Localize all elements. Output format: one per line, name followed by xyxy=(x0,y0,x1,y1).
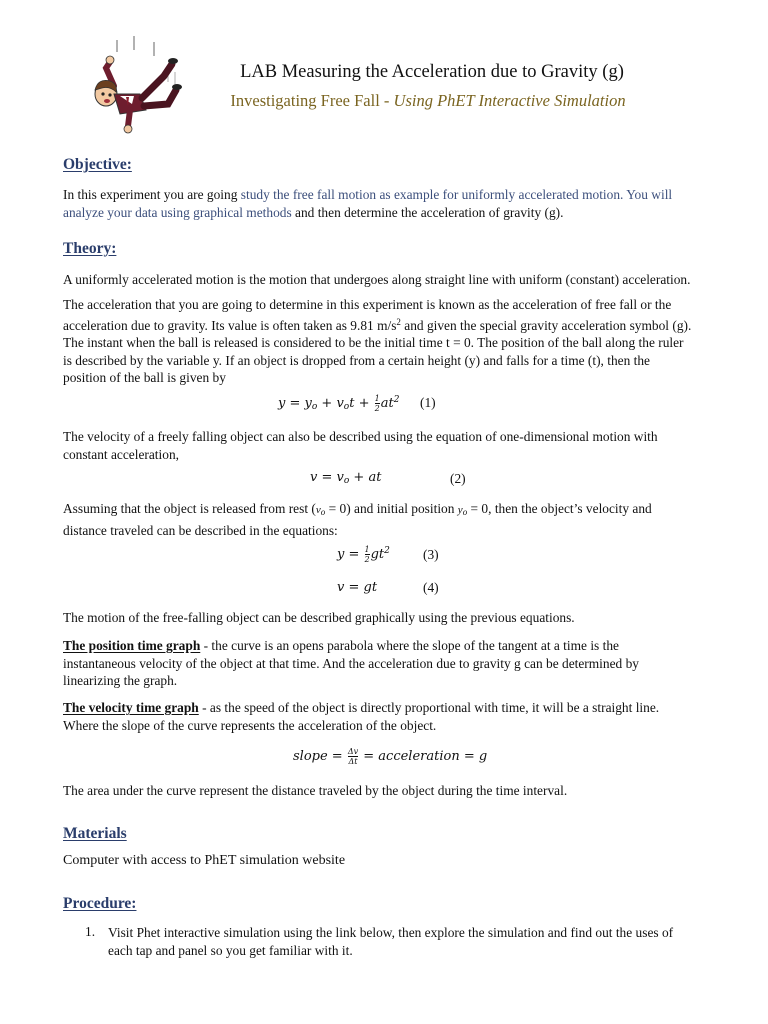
equation-4-number: (4) xyxy=(423,580,439,595)
materials-heading: Materials xyxy=(63,825,127,842)
equation-3-number: (3) xyxy=(423,547,439,562)
slope-equation xyxy=(293,747,487,766)
objective-line-2 xyxy=(63,204,713,222)
slope-word: slope = xyxy=(293,749,343,764)
theory-p2-line-5: position of the ball is given by xyxy=(63,370,226,385)
theory-heading: Theory: xyxy=(63,240,117,257)
subtitle-italic: Using PhET Interactive Simulation xyxy=(393,91,626,110)
position-text-1: - the curve is an opens parabola where the slope of the tangent at a time is the xyxy=(200,638,619,653)
document-title: LAB Measuring the Acceleration due to Gravity (g) xyxy=(240,62,624,82)
procedure-item-1 xyxy=(108,924,718,959)
theory-p4-text-c: = 0, then the object’s velocity and xyxy=(467,501,652,516)
equation-2: $v = v_o$ + at xyxy=(310,470,382,486)
theory-p2-line-1: The acceleration that you are going to determine in this experiment is known as the acceleration of free fall or the xyxy=(63,297,672,312)
theory-p4-line-1: Assuming that the object is released from rest $(v_o = 0)$ and initial position $y_o = 0$, then the object’s velocity and xyxy=(63,501,652,517)
slope-equals: = acceleration = g xyxy=(363,749,488,764)
procedure-heading: Procedure: xyxy=(63,895,137,912)
procedure-item-1-line-1: Visit Phet interactive simulation using the link below, then explore the simulation and find out the uses of xyxy=(108,925,674,940)
subtitle-plain: Investigating Free Fall - xyxy=(230,91,394,110)
velocity-line-2: Where the slope of the curve represents the acceleration of the object. xyxy=(63,717,437,733)
velocity-time-graph-paragraph xyxy=(63,699,713,734)
falling-man-icon xyxy=(84,34,188,142)
velocity-line-1 xyxy=(63,699,713,717)
velocity-text-1: - as the speed of the object is directly proportional with time, it will be a straight line. xyxy=(198,700,660,715)
equation-3: y = $\frac{1}{2}$ $gt^2$ xyxy=(337,545,390,564)
theory-paragraph-6: The area under the curve represent the distance traveled by the object during the time interval. xyxy=(63,783,568,798)
equation-4: v = gt xyxy=(337,580,378,595)
position-line-1 xyxy=(63,637,713,655)
position-time-graph-label: The position time graph xyxy=(63,638,201,653)
procedure-item-number: 1. xyxy=(85,924,96,939)
theory-p2-text-b: and given the special gravity acceleration symbol (g). xyxy=(400,317,692,333)
objective-text: In this experiment you are going xyxy=(63,187,241,202)
falling-man-illustration xyxy=(84,34,188,142)
theory-paragraph-5: The motion of the free-falling object can be described graphically using the previous equations. xyxy=(63,610,575,625)
objective-highlight: study the free fall motion as example for uniformly accelerated motion. You will xyxy=(240,187,673,202)
theory-paragraph-1: A uniformly accelerated motion is the motion that undergoes along straight line with uniform (constant) acceleration. xyxy=(63,272,691,287)
equation-2-number: (2) xyxy=(450,471,466,486)
objective-highlight-2: analyze your data using graphical methods xyxy=(63,204,292,220)
theory-paragraph-2 xyxy=(63,296,743,387)
position-line-3: linearizing the graph. xyxy=(63,673,178,688)
theory-p3-line-1: The velocity of a freely falling object can also be described using the equation of one-dimensional motion with xyxy=(63,429,658,444)
theory-p4-text-a: Assuming that the object is released from rest ( xyxy=(63,501,316,516)
procedure-item-1-line-2: each tap and panel so you get familiar with it. xyxy=(108,942,353,958)
materials-text: Computer with access to PhET simulation website xyxy=(63,853,346,868)
objective-text-2: and then determine the acceleration of gravity (g). xyxy=(291,204,564,220)
velocity-time-graph-label: The velocity time graph xyxy=(63,700,199,715)
document-subtitle xyxy=(0,91,768,111)
objective-line-1 xyxy=(63,186,713,204)
delta-fraction: $\frac{\Delta v}{\Delta t}$ xyxy=(347,747,359,766)
objective-heading: Objective: xyxy=(63,156,132,173)
theory-p3-line-2: constant acceleration, xyxy=(63,446,179,462)
equation-1: $y = y_o + v_ot$ + $\frac{1}{2}$ $at^2$ xyxy=(278,394,400,413)
theory-p2-text: acceleration due to gravity. Its value is often taken as 9.81 m/s xyxy=(63,317,397,333)
fraction-half-2: $\frac{1}{2}$ xyxy=(364,545,370,564)
theory-p4-line-2: distance traveled can be described in the equations: xyxy=(63,522,338,538)
theory-p4-text-b: = 0) and initial position xyxy=(325,501,458,516)
equation-1-number: (1) xyxy=(420,395,436,410)
position-time-graph-paragraph xyxy=(63,637,713,690)
theory-paragraph-4 xyxy=(63,500,743,539)
theory-p2-sup: 2 xyxy=(396,316,401,327)
fraction-half: $\frac{1}{2}$ xyxy=(374,394,380,413)
objective-paragraph xyxy=(63,186,713,221)
theory-p2-line-4: is described by the variable y. If an object is dropped from a certain height (y) and falls for a time (t), then the xyxy=(63,352,650,368)
theory-p2-line-2 xyxy=(63,314,743,335)
theory-paragraph-3 xyxy=(63,428,713,463)
position-line-2: instantaneous velocity of the object at that time. And the acceleration due to gravity g can be determined by xyxy=(63,655,639,671)
theory-p2-line-3: The instant when the ball is released is considered to be the initial time t = 0. The position of the ball along the ruler xyxy=(63,335,684,350)
